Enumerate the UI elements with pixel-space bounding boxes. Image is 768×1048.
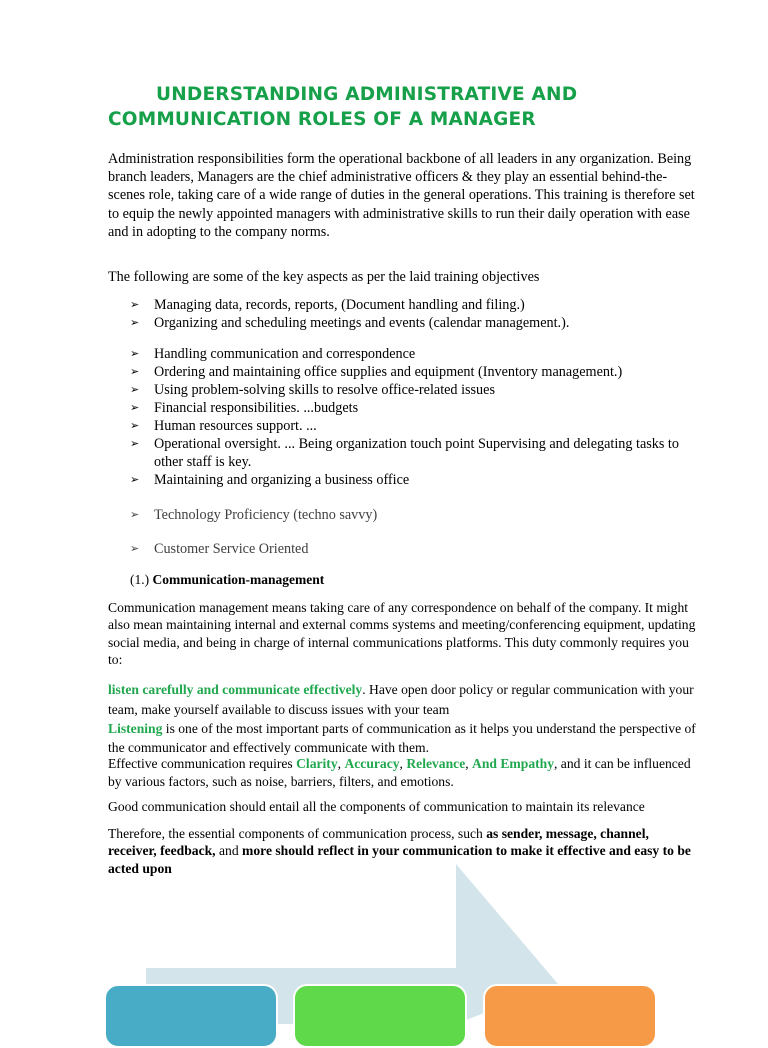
- list-item: [130, 363, 700, 381]
- bullet-text: Human resources support. ...: [154, 418, 317, 434]
- separator: ,: [337, 756, 345, 771]
- list-item: [130, 381, 700, 399]
- components-bold-2: more should reflect in your communication to make it effective and easy to be acted upon: [108, 843, 691, 876]
- communication-process-diagram: [100, 860, 670, 1024]
- arrow-bullet-icon: ➢: [130, 401, 140, 414]
- listen-paragraph: [108, 680, 698, 719]
- title-line-1: UNDERSTANDING ADMINISTRATIVE AND: [156, 84, 578, 105]
- objectives-list-1: [130, 296, 700, 332]
- list-item: [130, 417, 700, 435]
- objectives-list-2: [130, 345, 700, 489]
- list-item: [130, 540, 700, 558]
- arrow-bullet-icon: ➢: [130, 437, 140, 450]
- bullet-text: Operational oversight. ... Being organization touch point Supervising and delegating tasks to other staff is key.: [154, 436, 679, 470]
- effective-text-end: , and it can be influenced by various factors, such as noise, barriers, filters, and emotions.: [108, 756, 691, 789]
- list-item: [130, 435, 700, 471]
- components-bold-1: as sender, message, channel, receiver, feedback,: [108, 826, 649, 859]
- listening-text: is one of the most important parts of communication as it helps you understand the perspective of the communicator and effectively communicate with them.: [108, 721, 696, 755]
- relevance-highlight: Relevance: [406, 756, 466, 771]
- title-line-2: COMMUNICATION ROLES OF A MANAGER: [108, 109, 536, 130]
- empathy-highlight: And Empathy: [472, 756, 554, 771]
- listen-text: . Have open door policy or regular communication with your team, make yourself available to discuss issues with your team: [108, 682, 694, 717]
- arrow-bullet-icon: ➢: [130, 316, 140, 329]
- list-item: [130, 506, 700, 524]
- arrow-bullet-icon: ➢: [130, 298, 140, 311]
- bullet-text: Ordering and maintaining office supplies and equipment (Inventory management.): [154, 364, 623, 380]
- section-number: (1.): [130, 572, 150, 587]
- bullet-text: Customer Service Oriented: [154, 541, 309, 557]
- list-item: [130, 345, 700, 363]
- section-title: Communication-management: [152, 572, 325, 587]
- bullet-text: Using problem-solving skills to resolve office-related issues: [154, 382, 495, 398]
- list-item: [130, 314, 700, 332]
- section-heading: [130, 572, 324, 588]
- listening-paragraph: [108, 719, 698, 757]
- bullet-text: Managing data, records, reports, (Document handling and filing.): [154, 297, 525, 313]
- bullet-text: Organizing and scheduling meetings and events (calendar management.).: [154, 315, 570, 331]
- communication-management-paragraph: Communication management means taking care of any correspondence on behalf of the company. It might also mean maintaining internal and external comms systems and meeting/conferencing equipment, updating social media, and being in charge of internal communications platforms. This duty commonly requires you to:: [108, 600, 696, 668]
- arrow-bullet-icon: ➢: [130, 347, 140, 360]
- arrow-bullet-icon: ➢: [130, 508, 140, 521]
- list-item: [130, 471, 700, 489]
- clarity-highlight: Clarity: [296, 756, 338, 771]
- bullet-text: Financial responsibilities. ...budgets: [154, 400, 359, 416]
- arrow-bullet-icon: ➢: [130, 365, 140, 378]
- arrow-bullet-icon: ➢: [130, 383, 140, 396]
- listening-highlight: Listening: [108, 721, 163, 736]
- intro-paragraph: Administration responsibilities form the operational backbone of all leaders in any organization. Being branch leaders, Managers are the chief administrative officers & they play an essential behind-the-scenes role, taking care of a wide range of duties in the general operations. This training is therefore set to equip the newly appointed managers with administrative skills to run their daily operation with ease and in adopting to the company norms.: [108, 151, 695, 240]
- process-box-green: [293, 984, 467, 1048]
- arrow-bullet-icon: ➢: [130, 419, 140, 432]
- effective-communication-paragraph: [108, 755, 698, 790]
- separator: ,: [399, 756, 407, 771]
- process-box-blue: [104, 984, 278, 1048]
- bullet-text: Technology Proficiency (techno savvy): [154, 507, 378, 523]
- process-box-orange: [483, 984, 657, 1048]
- arrow-bullet-icon: ➢: [130, 473, 140, 486]
- list-item: [130, 296, 700, 314]
- customer-bullet-list: [130, 540, 700, 558]
- arrow-bullet-icon: ➢: [130, 542, 140, 555]
- effective-text: Effective communication requires: [108, 756, 297, 771]
- list-item: [130, 399, 700, 417]
- separator: ,: [465, 756, 473, 771]
- accuracy-highlight: Accuracy: [344, 756, 400, 771]
- bullet-text: Handling communication and correspondence: [154, 346, 416, 362]
- tech-bullet-list: [130, 506, 700, 524]
- objectives-lead: The following are some of the key aspects as per the laid training objectives: [108, 269, 540, 285]
- bullet-text: Maintaining and organizing a business office: [154, 472, 410, 488]
- page-title: [108, 82, 728, 132]
- listen-highlight: listen carefully and communicate effectively: [108, 682, 363, 697]
- good-communication-paragraph: Good communication should entail all the components of communication to maintain its relevance: [108, 799, 645, 814]
- components-mid: and: [215, 843, 243, 859]
- components-text: Therefore, the essential components of communication process, such: [108, 826, 487, 841]
